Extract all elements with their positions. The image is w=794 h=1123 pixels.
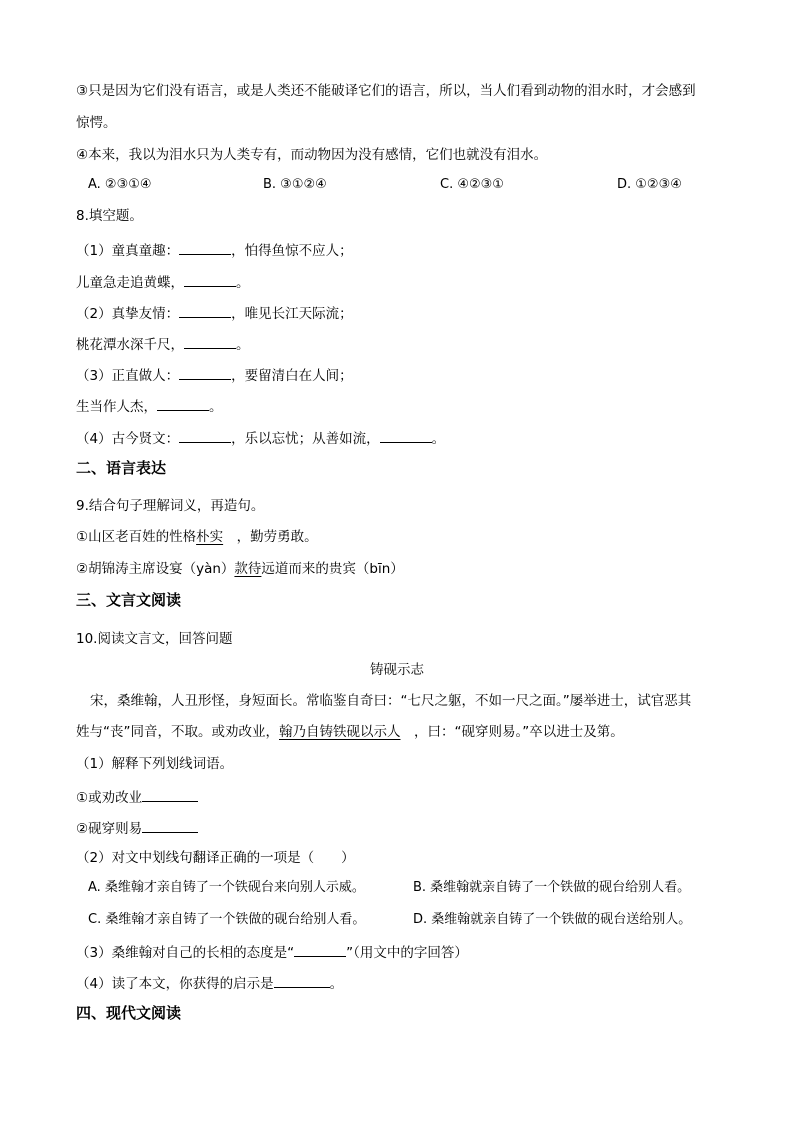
q8-line-6 (76, 396, 223, 416)
q8-line-7-end: 。 (431, 431, 446, 447)
q7-option-b: B. ③①②④ (263, 177, 327, 192)
section-heading-modern: 四、现代文阅读 (76, 1004, 182, 1022)
underlined-word: 朴实 (196, 529, 224, 545)
q10-option-c: C. 桑维翰才亲自铸了一个铁做的砚台给别人看。 (88, 912, 366, 927)
passage-line-2 (76, 723, 624, 741)
q9-title: 9.结合句子理解词义，再造句。 (76, 498, 265, 514)
q8-line-4 (76, 334, 250, 354)
answer-blank[interactable] (179, 365, 231, 380)
sentence-3-line-2: 惊愕。 (76, 115, 117, 131)
q10-sub3-text: （3）桑维翰对自己的长相的态度是“ (76, 945, 295, 961)
q8-line-1-label: （1）童真童趣： (76, 243, 180, 259)
underlined-word: 款待 (234, 561, 262, 577)
q10-sub1: （1）解释下列划线词语。 (76, 756, 234, 772)
q8-line-2 (76, 272, 250, 292)
q7-option-d: D. ①②③④ (617, 177, 682, 192)
q8-line-2-end: 。 (236, 275, 250, 291)
q9-s1-text: ①山区老百姓的性格 (76, 529, 197, 545)
passage-line-2-text: 姓与“丧”同音，不取。或劝改业， (76, 724, 279, 740)
item-2-prefix: ②砚穿则 (76, 821, 129, 837)
q10-sub4-end: 。 (329, 976, 344, 992)
q8-line-6-end: 。 (209, 399, 223, 415)
q9-s2-rest: 远道而来的贵宾（bīn） (261, 561, 404, 577)
q10-title: 10.阅读文言文，回答问题 (76, 631, 233, 647)
q10-option-a: A. 桑维翰才亲自铸了一个铁砚台来向别人示威。 (88, 880, 365, 895)
q10-sub3 (76, 942, 468, 962)
q10-option-d: D. 桑维翰就亲自铸了一个铁做的砚台送给别人。 (413, 912, 692, 927)
q8-line-5-label: （3）正直做人： (76, 368, 180, 384)
sentence-4: ④本来，我以为泪水只为人类专有，而动物因为没有感情，它们也就没有泪水。 (76, 147, 548, 163)
answer-blank[interactable] (142, 818, 198, 833)
q10-sub4 (76, 973, 343, 993)
q8-line-4-text: 桃花潭水深千尺， (76, 337, 184, 353)
target-word: 劝 (101, 790, 116, 806)
q8-line-7 (76, 428, 445, 448)
answer-blank[interactable] (184, 334, 236, 349)
q7-option-a: A. ②③①④ (88, 177, 152, 192)
q10-sub1-item-2 (76, 818, 198, 838)
q8-line-2-text: 儿童急走追黄蝶， (76, 275, 184, 291)
section-heading-classical: 三、文言文阅读 (76, 591, 182, 609)
q10-sub4-text: （4）读了本文，你获得的启示是 (76, 976, 274, 992)
q8-line-1 (76, 240, 353, 260)
q8-line-1-text: ，怕得鱼惊不应人； (231, 243, 353, 259)
q8-line-3 (76, 303, 353, 323)
q8-line-7-label: （4）古今贤文： (76, 431, 180, 447)
q8-line-6-text: 生当作人杰， (76, 399, 157, 415)
underlined-sentence: 翰乃自铸铁砚以示人 (279, 724, 401, 740)
passage-line-1: 宋，桑维翰，人丑形怪，身短面长。常临鉴自奇曰：“七尺之躯，不如一尺之面。”屡举进士，试官恶其 (90, 693, 692, 709)
q8-line-7-text: ，乐以忘忧；从善如流， (231, 431, 380, 447)
item-1-prefix: ①或 (76, 790, 102, 806)
answer-blank[interactable] (179, 240, 231, 255)
q10-sub3-rest: ”（用文中的字回答） (346, 945, 468, 961)
q9-sentence-2 (76, 560, 404, 578)
item-1-suffix: 改业 (115, 790, 143, 806)
answer-blank[interactable] (184, 272, 236, 287)
q9-s2-text: ②胡锦涛主席设宴（yàn） (76, 561, 235, 577)
q8-line-5 (76, 365, 353, 385)
passage-title: 铸砚示志 (370, 662, 424, 678)
q9-sentence-1 (76, 528, 318, 546)
q9-s1-rest: ，勤劳勇敢。 (223, 529, 318, 545)
target-word: 易 (128, 821, 143, 837)
answer-blank[interactable] (142, 787, 198, 802)
answer-blank[interactable] (274, 973, 330, 988)
answer-blank[interactable] (380, 428, 432, 443)
q8-line-3-text: ，唯见长江天际流； (231, 306, 353, 322)
q10-sub2: （2）对文中划线句翻译正确的一项是（ ） (76, 850, 355, 866)
answer-blank[interactable] (179, 303, 231, 318)
answer-blank[interactable] (157, 396, 209, 411)
q8-title: 8.填空题。 (76, 208, 143, 224)
q8-line-4-end: 。 (236, 337, 250, 353)
answer-blank[interactable] (179, 428, 231, 443)
q7-option-c: C. ④②③① (440, 177, 504, 192)
section-heading-language: 二、语言表达 (76, 459, 167, 477)
q10-option-b: B. 桑维翰就亲自铸了一个铁做的砚台给别人看。 (413, 880, 691, 895)
sentence-3-line-1: ③只是因为它们没有语言，或是人类还不能破译它们的语言，所以，当人们看到动物的泪水时，才会感到 (76, 83, 696, 99)
passage-line-2-rest: ，曰：“砚穿则易。”卒以进士及第。 (400, 724, 624, 740)
answer-blank[interactable] (294, 942, 346, 957)
q10-sub1-item-1 (76, 787, 198, 807)
q8-line-5-text: ，要留清白在人间； (231, 368, 353, 384)
q8-line-3-label: （2）真挚友情： (76, 306, 180, 322)
